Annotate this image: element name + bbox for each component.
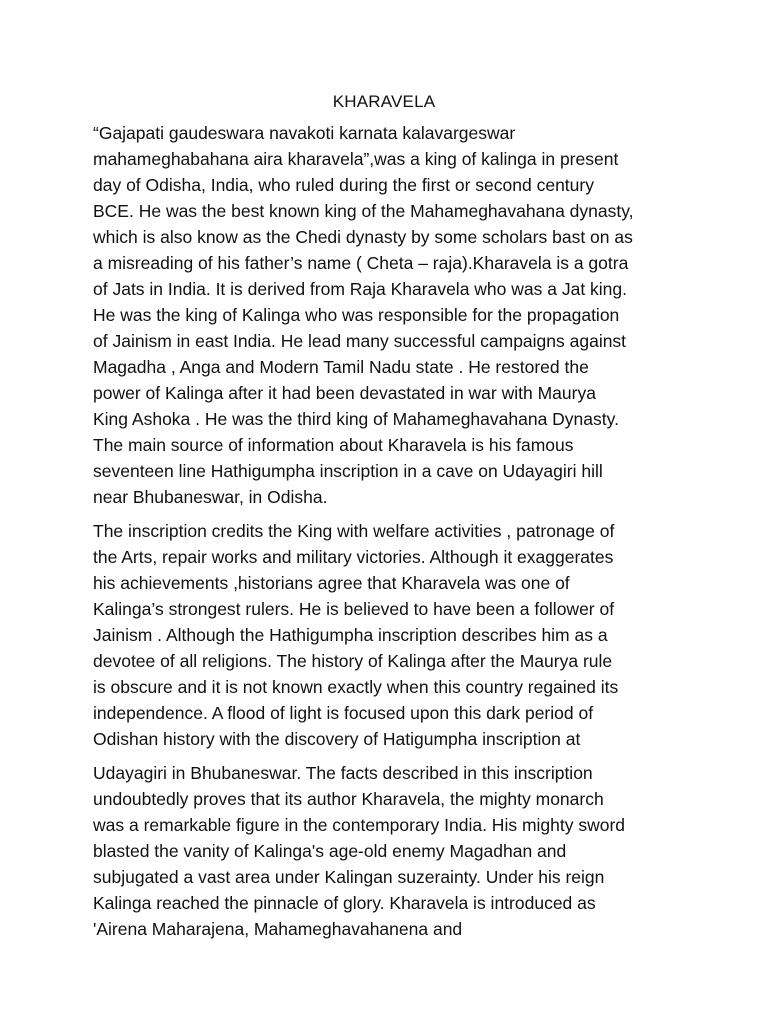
- text-line: He was the king of Kalinga who was responsible for the propagation: [93, 305, 620, 325]
- text-line: Magadha , Anga and Modern Tamil Nadu state . He restored the: [93, 357, 589, 377]
- text-line: power of Kalinga after it had been devastated in war with Maurya: [93, 383, 596, 403]
- text-line: near Bhubaneswar, in Odisha.: [93, 487, 328, 507]
- text-line: a misreading of his father’s name ( Cheta – raja).Kharavela is a gotra: [93, 253, 629, 273]
- text-line: Udayagiri in Bhubaneswar. The facts described in this inscription: [93, 763, 593, 783]
- text-line: is obscure and it is not known exactly when this country regained its: [93, 677, 619, 697]
- text-line: The inscription credits the King with welfare activities , patronage of: [93, 521, 615, 541]
- text-line: blasted the vanity of Kalinga's age-old enemy Magadhan and: [93, 841, 567, 861]
- text-line: seventeen line Hathigumpha inscription in a cave on Udayagiri hill: [93, 461, 603, 481]
- text-line: BCE. He was the best known king of the Mahameghavahana dynasty,: [93, 201, 634, 221]
- text-line: which is also know as the Chedi dynasty by some scholars bast on as: [93, 227, 633, 247]
- text-line: King Ashoka . He was the third king of Mahameghavahana Dynasty.: [93, 409, 619, 429]
- text-line: Kalinga’s strongest rulers. He is believed to have been a follower of: [93, 599, 615, 619]
- text-line: his achievements ,historians agree that Kharavela was one of: [93, 573, 570, 593]
- text-line: of Jainism in east India. He lead many successful campaigns against: [93, 331, 627, 351]
- text-line: subjugated a vast area under Kalingan suzerainty. Under his reign: [93, 867, 605, 887]
- text-line: day of Odisha, India, who ruled during the first or second century: [93, 175, 594, 195]
- document-title: KHARAVELA: [332, 92, 436, 111]
- text-line: of Jats in India. It is derived from Raja Kharavela who was a Jat king.: [93, 279, 628, 299]
- text-line: was a remarkable figure in the contemporary India. His mighty sword: [93, 815, 626, 835]
- text-line: devotee of all religions. The history of Kalinga after the Maurya rule: [93, 651, 613, 671]
- text-line: “Gajapati gaudeswara navakoti karnata kalavargeswar: [93, 123, 516, 143]
- text-line: mahameghabahana aira kharavela”,was a king of kalinga in present: [93, 149, 619, 169]
- text-line: the Arts, repair works and military victories. Although it exaggerates: [93, 547, 614, 567]
- text-line: independence. A flood of light is focused upon this dark period of: [93, 703, 594, 723]
- text-line: 'Airena Maharajena, Mahameghavahanena and: [93, 919, 463, 939]
- text-line: The main source of information about Kharavela is his famous: [93, 435, 574, 455]
- text-line: Jainism . Although the Hathigumpha inscription describes him as a: [93, 625, 608, 645]
- text-line: Kalinga reached the pinnacle of glory. Kharavela is introduced as: [93, 893, 596, 913]
- text-line: Odishan history with the discovery of Hatigumpha inscription at: [93, 729, 581, 749]
- text-line: undoubtedly proves that its author Kharavela, the mighty monarch: [93, 789, 604, 809]
